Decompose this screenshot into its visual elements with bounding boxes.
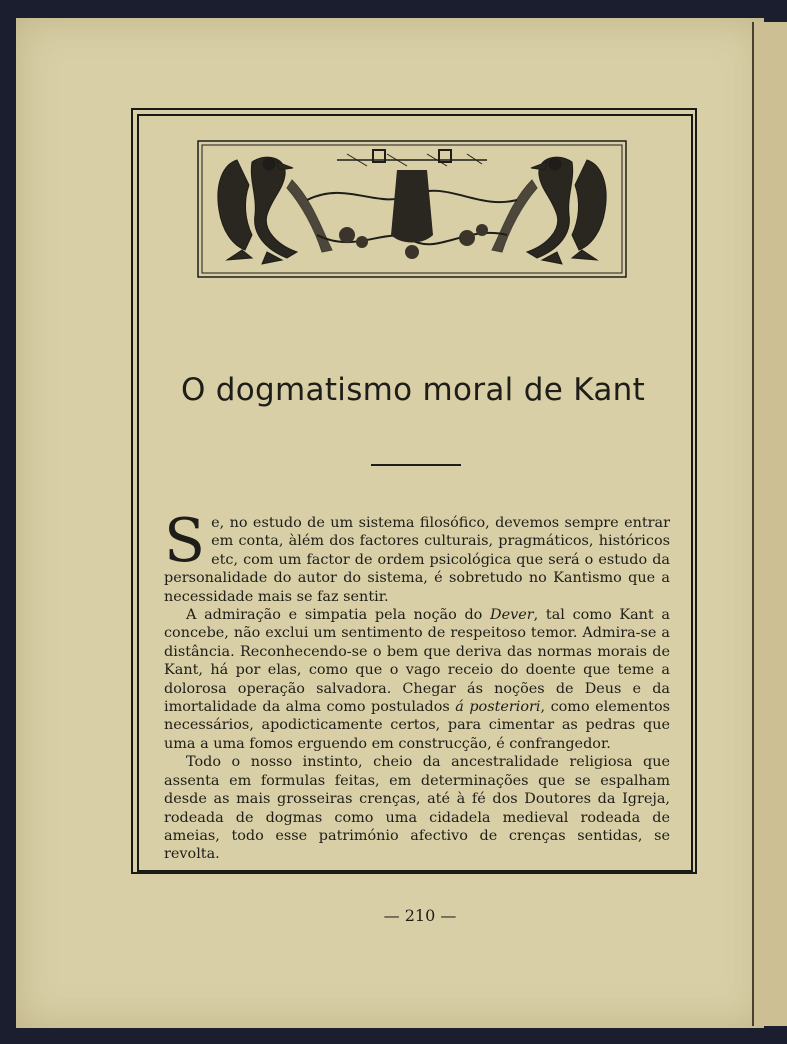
paragraph-3: Todo o nosso instinto, cheio da ancestralidade religiosa que assenta em formulas feitas, em determinações que se espalham desde as mais grosseiras crenças, até à fé dos Doutores da Igreja, rodeada de dogmas como uma cidadela medieval rodeada de ameias, todo esse património afectivo de crenças sentidas, se revolta. [164, 754, 670, 863]
page-number: — 210 — [383, 906, 457, 925]
title-divider [371, 464, 461, 466]
paragraph-2-part-a: A admiração e simpatia pela noção do [186, 607, 491, 624]
eagles-vignette [197, 140, 627, 278]
left-eagle-icon [218, 157, 332, 264]
emphasis-dever: Dever [490, 607, 534, 624]
drop-cap: S [164, 506, 206, 576]
paragraph-2-part-c: , como elementos necessários, apodicticamente certos, para cimentar as pedras que uma a uma fomos erguendo em construcção, é confrangedor. [164, 699, 670, 752]
article-body [164, 506, 670, 864]
emphasis-a-posteriori: á posteriori [455, 699, 541, 716]
facing-page-edge [752, 22, 787, 1026]
article-title: O dogmatismo moral de Kant [180, 372, 646, 408]
paragraph-2 [164, 606, 670, 753]
drapery-icon [373, 150, 451, 243]
right-eagle-icon [492, 157, 606, 264]
paragraph-2-part-b: , tal como Kant a concebe, não exclui um sentimento de respeitoso temor. Admira-se a distância. Reconhecendo-se o bem que deriva das normas morais de Kant, há por elas, como que o vago receio do doente que teme a dolorosa operação salvadora. Chegar ás noções de Deus e da imortalidade da alma como postulados [164, 607, 670, 716]
paragraph-1-text: e, no estudo de um sistema filosófico, devemos sempre entrar em conta, àlém dos factores culturais, pragmáticos, históricos etc, com um factor de ordem psicológica que será o estudo da personalidade do autor do sistema, é sobretudo no Kantismo que a necessidade mais se faz sentir. [164, 515, 670, 605]
paragraph-1 [164, 506, 670, 606]
